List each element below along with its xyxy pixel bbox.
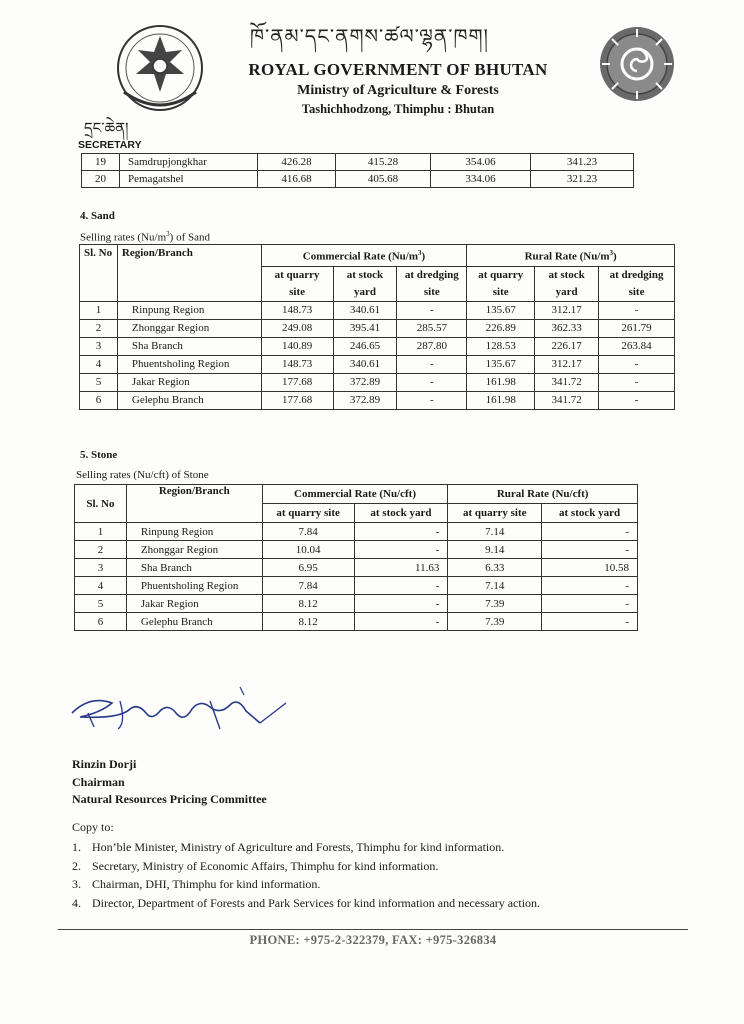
rate-cell: 261.79 (599, 319, 675, 337)
sl-cell: 6 (75, 613, 127, 631)
table-row (75, 523, 638, 541)
rural-header-sup: 3 (609, 249, 614, 257)
region-cell: Rinpung Region (126, 523, 262, 541)
rate-cell: 354.06 (431, 154, 531, 171)
region-cell: Pemagatshel (120, 171, 258, 188)
rate-cell: 312.17 (535, 301, 599, 319)
stone-section-title: 5. Stone (80, 449, 118, 461)
region-cell: Sha Branch (117, 337, 261, 355)
sl-cell: 5 (75, 595, 127, 613)
rate-cell: 341.23 (531, 154, 634, 171)
sl-cell: 3 (75, 559, 127, 577)
list-number: 3. (72, 877, 81, 891)
rate-cell: 415.28 (336, 154, 431, 171)
rate-cell: - (542, 613, 638, 631)
sl-cell: 4 (80, 355, 118, 373)
table-row (75, 595, 638, 613)
region-cell: Phuentsholing Region (117, 355, 261, 373)
rate-cell: 8.12 (262, 595, 354, 613)
rate-cell: 128.53 (467, 337, 535, 355)
stone-section-subtitle: Selling rates (Nu/cft) of Stone (76, 469, 209, 481)
region-cell: Zhonggar Region (126, 541, 262, 559)
sl-cell: 6 (80, 391, 118, 409)
rate-cell: 226.89 (467, 319, 535, 337)
rate-cell: 6.95 (262, 559, 354, 577)
rate-cell: 405.68 (336, 171, 431, 188)
dredging-site-header: at dredging site (397, 266, 467, 301)
rate-cell: - (397, 301, 467, 319)
rate-cell: 340.61 (333, 301, 397, 319)
sl-cell: 2 (80, 319, 118, 337)
rate-cell: 395.41 (333, 319, 397, 337)
dredging-site-header: at dredging site (599, 266, 675, 301)
rate-cell: 312.17 (535, 355, 599, 373)
sl-cell: 20 (82, 171, 120, 188)
rate-cell: 7.84 (262, 523, 354, 541)
stock-yard-header: at stock yard (354, 504, 448, 523)
rural-header-close: ) (613, 250, 617, 263)
sand-section-subtitle (80, 230, 210, 244)
list-item (72, 857, 540, 876)
stock-yard-header: at stock yard (542, 504, 638, 523)
rate-cell: - (354, 577, 448, 595)
region-cell: Samdrupjongkhar (120, 154, 258, 171)
sand-subtitle-text: Selling rates (Nu/m (80, 231, 167, 244)
rate-cell: 10.04 (262, 541, 354, 559)
sand-subtitle-sup: 3 (166, 230, 170, 238)
quarry-site-header: at quarry site (261, 266, 333, 301)
continued-rate-table (81, 153, 634, 188)
government-title: ROYAL GOVERNMENT OF BHUTAN (248, 60, 548, 79)
rate-cell: 161.98 (467, 373, 535, 391)
sl-cell: 2 (75, 541, 127, 559)
rate-cell: 8.12 (262, 613, 354, 631)
rate-cell: 7.39 (448, 613, 542, 631)
rate-cell: 246.65 (333, 337, 397, 355)
table-row (80, 301, 675, 319)
signatory-organization: Natural Resources Pricing Committee (72, 792, 267, 806)
rate-cell: 321.23 (531, 171, 634, 188)
table-row (80, 319, 675, 337)
rate-cell: 287.80 (397, 337, 467, 355)
rate-cell: 6.33 (448, 559, 542, 577)
table-row (75, 541, 638, 559)
rate-cell: 140.89 (261, 337, 333, 355)
dzongkha-reference: དྲང་ཆེན། (84, 121, 129, 137)
rate-cell: 249.08 (261, 319, 333, 337)
sl-cell: 1 (80, 301, 118, 319)
stone-rate-table (74, 484, 638, 631)
rate-cell: - (397, 373, 467, 391)
rate-cell: 263.84 (599, 337, 675, 355)
rate-cell: 372.89 (333, 391, 397, 409)
rural-header-text: Rural Rate (Nu/m (524, 250, 610, 263)
rate-cell: 161.98 (467, 391, 535, 409)
footer-contact: PHONE: +975-2-322379, FAX: +975-326834 (249, 933, 497, 947)
list-item (72, 875, 540, 894)
sl-cell: 19 (82, 154, 120, 171)
rate-cell: 7.14 (448, 577, 542, 595)
stock-yard-header: at stock yard (333, 266, 397, 301)
sl-cell: 3 (80, 337, 118, 355)
table-row (80, 355, 675, 373)
commercial-rate-header: Commercial Rate (Nu/cft) (262, 485, 448, 504)
rate-cell: 340.61 (333, 355, 397, 373)
commercial-header-text: Commercial Rate (Nu/m (302, 250, 419, 263)
signatory-title: Chairman (72, 775, 125, 789)
list-text: Hon’ble Minister, Ministry of Agriculture and Forests, Thimphu for kind information. (92, 840, 505, 854)
sl-cell: 5 (80, 373, 118, 391)
rate-cell: - (599, 301, 675, 319)
rate-cell: - (354, 541, 448, 559)
rate-cell: - (599, 355, 675, 373)
table-row (75, 613, 638, 631)
table-row (80, 391, 675, 409)
rate-cell: 341.72 (535, 373, 599, 391)
rate-cell: - (542, 577, 638, 595)
region-cell: Sha Branch (126, 559, 262, 577)
quarry-site-header: at quarry site (467, 266, 535, 301)
dharma-wheel-emblem-icon (598, 25, 676, 103)
table-row (82, 154, 634, 171)
rate-cell: 426.28 (258, 154, 336, 171)
rate-cell: - (397, 391, 467, 409)
region-cell: Rinpung Region (117, 301, 261, 319)
rate-cell: 7.14 (448, 523, 542, 541)
sand-subtitle-end: ) of Sand (169, 231, 210, 244)
table-row (80, 373, 675, 391)
rate-cell: 372.89 (333, 373, 397, 391)
region-cell: Phuentsholing Region (126, 577, 262, 595)
rural-rate-header (467, 245, 675, 267)
region-header: Region/Branch (126, 485, 262, 523)
rate-cell: 148.73 (261, 355, 333, 373)
commercial-header-sup: 3 (418, 249, 422, 257)
rate-cell: - (542, 523, 638, 541)
ministry-title: Ministry of Agriculture & Forests (297, 83, 499, 98)
list-text: Secretary, Ministry of Economic Affairs, Thimphu for kind information. (92, 858, 439, 873)
sl-header: Sl. No (80, 245, 118, 302)
footer-divider (58, 929, 688, 930)
rate-cell: - (354, 595, 448, 613)
region-cell: Gelephu Branch (117, 391, 261, 409)
table-row (75, 577, 638, 595)
table-row (82, 171, 634, 188)
rural-rate-header: Rural Rate (Nu/cft) (448, 485, 638, 504)
rate-cell: 334.06 (431, 171, 531, 188)
list-number: 2. (72, 858, 81, 873)
copy-to-list (72, 838, 540, 912)
rate-cell: 177.68 (261, 391, 333, 409)
region-cell: Gelephu Branch (126, 613, 262, 631)
stock-yard-header: at stock yard (535, 266, 599, 301)
region-cell: Jakar Region (117, 373, 261, 391)
list-item (72, 894, 540, 913)
list-number: 1. (72, 840, 81, 854)
rate-cell: - (354, 613, 448, 631)
list-number: 4. (72, 895, 81, 910)
list-item (72, 838, 540, 857)
region-cell: Zhonggar Region (117, 319, 261, 337)
signatory-name: Rinzin Dorji (72, 757, 137, 771)
list-text: Chairman, DHI, Thimphu for kind information. (92, 877, 321, 891)
rate-cell: 362.33 (535, 319, 599, 337)
sl-cell: 1 (75, 523, 127, 541)
copy-to-label: Copy to: (72, 820, 114, 834)
commercial-rate-header (261, 245, 467, 267)
rate-cell: 416.68 (258, 171, 336, 188)
rate-cell: 9.14 (448, 541, 542, 559)
rate-cell: - (542, 541, 638, 559)
ministry-location: Tashichhodzong, Thimphu : Bhutan (301, 102, 495, 116)
rate-cell: - (599, 373, 675, 391)
rate-cell: 135.67 (467, 301, 535, 319)
sand-rate-table (79, 244, 675, 410)
sl-header: Sl. No (75, 485, 127, 523)
list-text: Director, Department of Forests and Park Services for kind information and necessary action. (92, 895, 541, 910)
table-row (80, 337, 675, 355)
commercial-header-close: ) (421, 250, 426, 263)
region-header: Region/Branch (117, 245, 261, 302)
secretary-label: SECRETARY (78, 139, 142, 151)
national-emblem-icon (110, 22, 210, 114)
signature-image (60, 683, 300, 753)
rate-cell: - (354, 523, 448, 541)
rate-cell: 341.72 (535, 391, 599, 409)
quarry-site-header: at quarry site (262, 504, 354, 523)
table-row (75, 559, 638, 577)
rate-cell: 11.63 (354, 559, 448, 577)
rate-cell: 177.68 (261, 373, 333, 391)
rate-cell: 7.84 (262, 577, 354, 595)
rate-cell: 285.57 (397, 319, 467, 337)
rate-cell: - (599, 391, 675, 409)
rate-cell: 226.17 (535, 337, 599, 355)
rate-cell: - (397, 355, 467, 373)
rate-cell: 135.67 (467, 355, 535, 373)
sand-section-title: 4. Sand (80, 210, 115, 222)
rate-cell: 10.58 (542, 559, 638, 577)
rate-cell: 7.39 (448, 595, 542, 613)
rate-cell: 148.73 (261, 301, 333, 319)
region-cell: Jakar Region (126, 595, 262, 613)
rate-cell: - (542, 595, 638, 613)
sl-cell: 4 (75, 577, 127, 595)
dzongkha-header: ཁོ་ནམ་དང་ནགས་ཚལ་ལྷན་ཁག། (250, 26, 489, 48)
quarry-site-header: at quarry site (448, 504, 542, 523)
